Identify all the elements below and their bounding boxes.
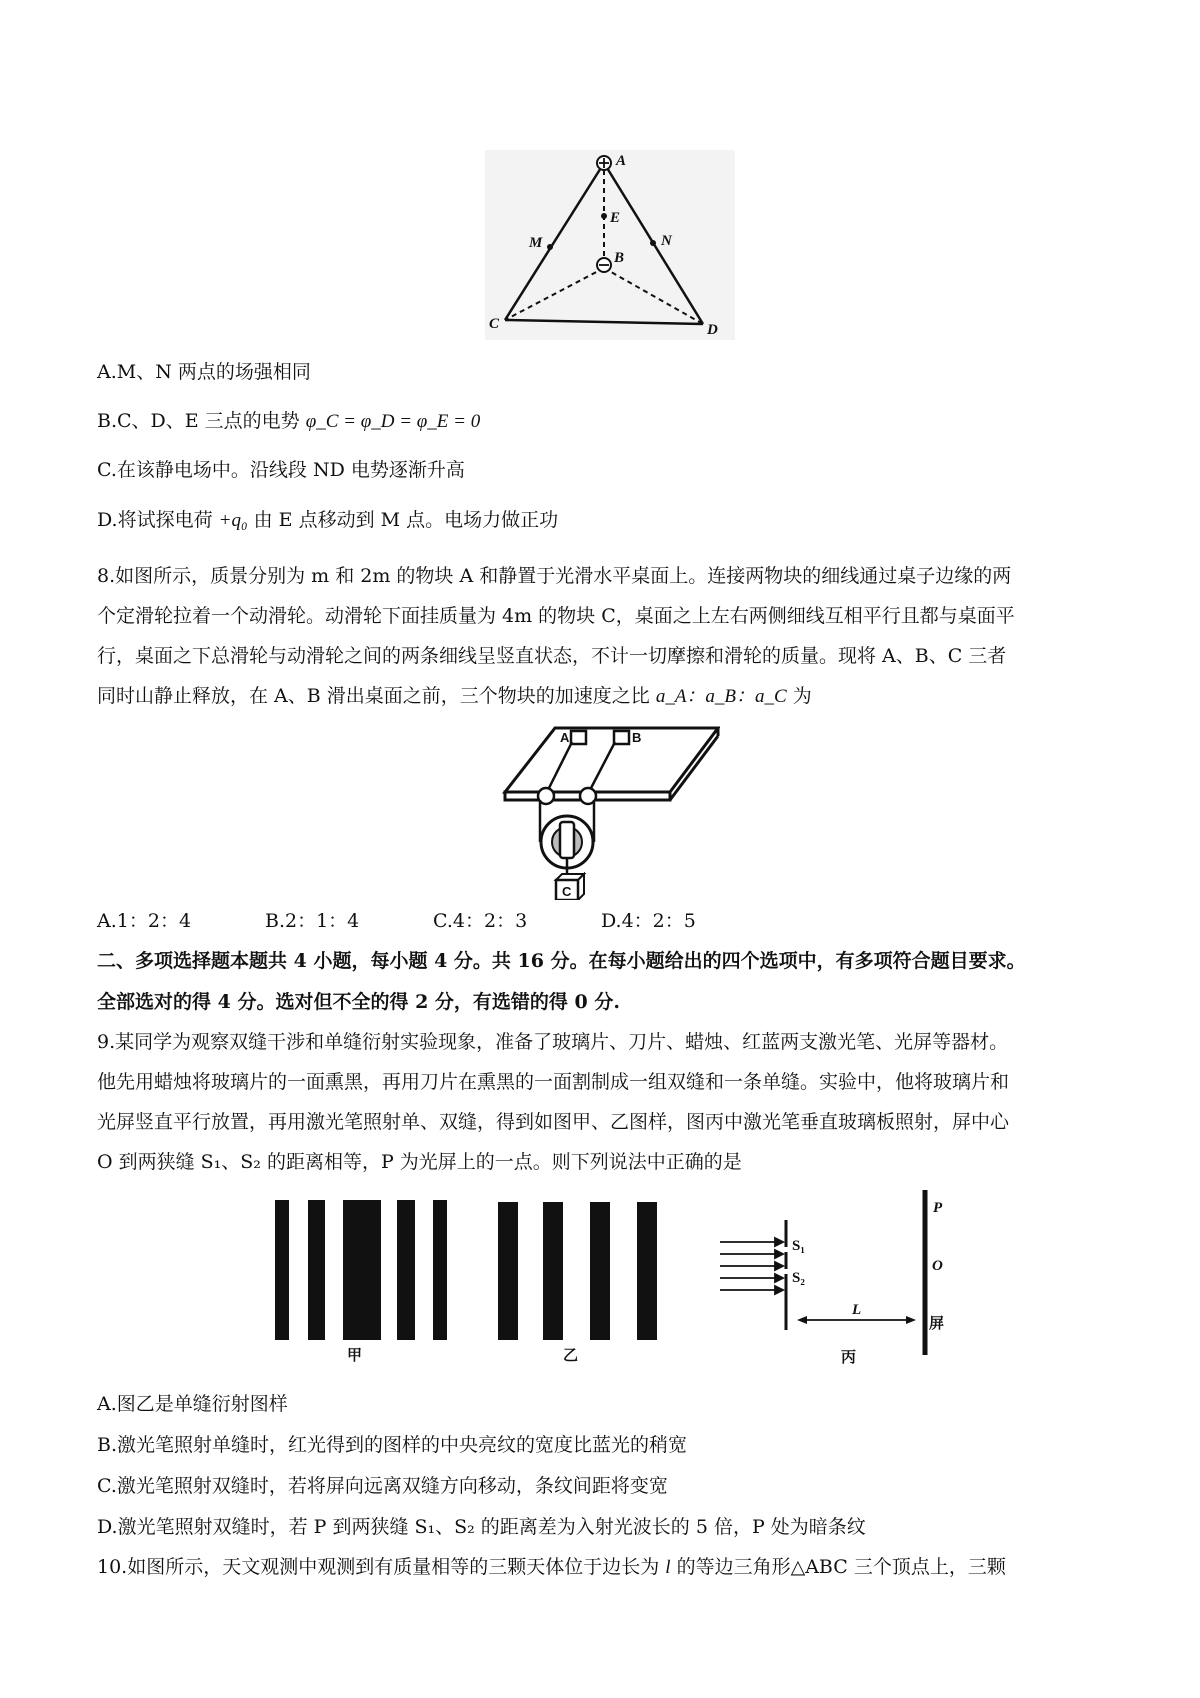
section2-line-1: 二、多项选择题本题共 4 小题，每小题 4 分。共 16 分。在每小题给出的四个选项中，有多项符合题目要求。 [97, 950, 1026, 972]
q9-option-b: B.激光笔照射单缝时，红光得到的图样的中央亮纹的宽度比蓝光的稍宽 [97, 1434, 688, 1456]
label-n: N [661, 233, 672, 249]
label-jia: 甲 [347, 1348, 363, 1364]
q8-option-d: D.4：2：5 [601, 910, 696, 932]
q7-option-d-math: +q₀ [218, 510, 248, 531]
q8-option-a: A.1：2：4 [97, 910, 192, 932]
triangle-charge-figure [485, 150, 735, 340]
label-s1: S₁ [792, 1238, 805, 1254]
q10-line-1 [97, 1553, 1006, 1582]
q7-option-b [97, 407, 480, 436]
pulley-table-figure [500, 720, 720, 900]
q9-line-3: 光屏竖直平行放置，再用激光笔照射单、双缝，得到如图甲、乙图样，图丙中激光笔垂直玻璃板照射，屏中心 [97, 1111, 1010, 1133]
q7-option-d-text: D.将试探电荷 [97, 509, 213, 531]
q8-line-2: 个定滑轮拉着一个动滑轮。动滑轮下面挂质量为 4m 的物块 C，桌面之上左右两侧细线互相平行且都与桌面平 [97, 605, 1015, 627]
q8-line-4-math: a_A：a_B：a_C [655, 686, 787, 707]
interference-figure [265, 1190, 965, 1370]
section2-line-2: 全部选对的得 4 分。选对但不全的得 2 分，有选错的得 0 分. [97, 991, 620, 1013]
fig-label-c: C [562, 884, 572, 899]
label-m: M [529, 235, 543, 251]
q7-option-d-suffix: 由 E 点移动到 M 点。电场力做正功 [253, 509, 559, 531]
label-bing: 丙 [841, 1350, 857, 1366]
fig-label-b: B [632, 730, 642, 745]
label-c: C [489, 316, 500, 332]
label-s2: S₂ [792, 1270, 805, 1286]
label-d: D [707, 322, 718, 338]
q8-line-4 [97, 682, 812, 711]
q9-line-4: O 到两狭缝 S₁、S₂ 的距离相等，P 为光屏上的一点。则下列说法中正确的是 [97, 1151, 742, 1173]
q7-option-c: C.在该静电场中。沿线段 ND 电势逐渐升高 [97, 459, 465, 481]
q10-suffix: 的等边三角形△ABC 三个顶点上，三颗 [676, 1556, 1006, 1578]
q8-line-4-suffix: 为 [792, 685, 812, 707]
label-screen: 屏 [929, 1316, 945, 1332]
block-a-icon [571, 731, 586, 744]
label-l: L [852, 1302, 862, 1318]
label-p: P [933, 1200, 943, 1216]
block-b-icon [614, 731, 629, 744]
q9-option-c: C.激光笔照射双缝时，若将屏向远离双缝方向移动，条纹间距将变宽 [97, 1475, 668, 1497]
q10-math: l [665, 1557, 671, 1578]
pattern-jia [275, 1200, 447, 1340]
label-b: B [614, 250, 625, 266]
q9-line-2: 他先用蜡烛将玻璃片的一面熏黑，再用刀片在熏黑的一面割制成一组双缝和一条单缝。实验中，他将玻璃片和 [97, 1071, 1010, 1093]
pattern-yi [498, 1202, 657, 1340]
q8-options [97, 907, 696, 935]
label-o: O [932, 1258, 943, 1274]
q10-text: 10.如图所示，天文观测中观测到有质量相等的三颗天体位于边长为 [97, 1556, 660, 1578]
q7-option-b-text: B.C、D、E 三点的电势 [97, 410, 300, 432]
q9-option-a: A.图乙是单缝衍射图样 [97, 1393, 288, 1415]
q9-line-1: 9.某同学为观察双缝干涉和单缝衍射实验现象，准备了玻璃片、刀片、蜡烛、红蓝两支激光笔、光屏等器材。 [97, 1031, 1009, 1053]
q8-option-c: C.4：2：3 [433, 910, 528, 932]
q8-line-4-text: 同时山静止释放，在 A、B 滑出桌面之前，三个物块的加速度之比 [97, 685, 650, 707]
q8-line-1: 8.如图所示，质景分别为 m 和 2m 的物块 A 和静置于光滑水平桌面上。连接两物块的细线通过桌子边缘的两 [97, 565, 1012, 587]
q8-line-3: 行，桌面之下总滑轮与动滑轮之间的两条细线呈竖直状态，不计一切摩擦和滑轮的质量。现将 A、B、C 三者 [97, 645, 1007, 667]
q9-option-d: D.激光笔照射双缝时，若 P 到两狭缝 S₁、S₂ 的距离差为入射光波长的 5 倍，P 处为暗条纹 [97, 1516, 866, 1538]
q7-option-a: A.M、N 两点的场强相同 [97, 361, 311, 383]
q7-option-d [97, 506, 558, 535]
q7-option-b-math: φ_C = φ_D = φ_E = 0 [305, 411, 481, 432]
label-yi: 乙 [563, 1348, 579, 1364]
label-a: A [616, 153, 627, 169]
q8-option-b: B.2：1：4 [265, 910, 360, 932]
fig-label-a: A [560, 730, 570, 745]
label-e: E [610, 210, 621, 226]
